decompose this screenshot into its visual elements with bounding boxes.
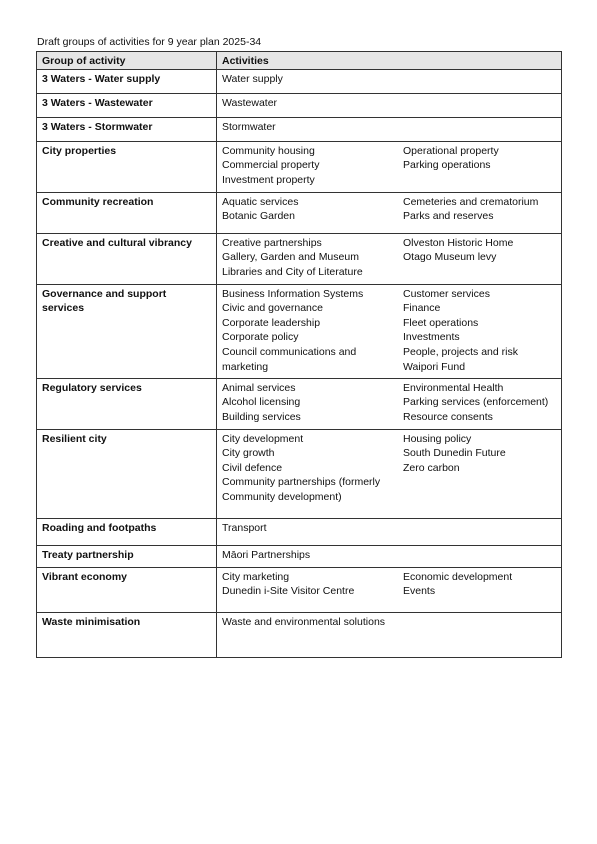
table-row — [37, 518, 562, 545]
table-row — [37, 233, 562, 284]
activities-cell — [217, 141, 562, 192]
group-name-cell: Resilient city — [37, 429, 217, 518]
activity-item: Commercial property — [222, 159, 320, 172]
activities-column-left — [222, 72, 403, 87]
activities-column-left — [222, 521, 403, 536]
table-row — [37, 612, 562, 657]
activity-item: Cemeteries and crematorium — [403, 195, 539, 208]
table-body — [37, 69, 562, 657]
activity-item: People, projects and risk — [403, 345, 518, 358]
document-caption: Draft groups of activities for 9 year plan 2025-34 — [37, 36, 262, 48]
activities-column-left — [222, 548, 403, 563]
group-name-cell: Treaty partnership — [37, 545, 217, 567]
activity-item: Investments — [403, 331, 460, 344]
group-name-cell: 3 Waters - Water supply — [37, 69, 217, 93]
activity-item: Zero carbon — [403, 461, 460, 474]
activity-item: Māori Partnerships — [222, 548, 311, 561]
activities-cell — [217, 545, 562, 567]
activity-item: City marketing — [222, 570, 290, 583]
group-name-cell: City properties — [37, 141, 217, 192]
activity-item: Economic development — [403, 570, 513, 583]
activity-item: Wastewater — [222, 96, 278, 109]
activity-item: Creative partnerships — [222, 236, 322, 249]
activities-cell — [217, 378, 562, 429]
activities-column-left — [222, 195, 403, 224]
activity-item: Waste and environmental solutions — [222, 615, 386, 628]
activity-item: South Dunedin Future — [403, 447, 506, 460]
activity-item: Stormwater — [222, 120, 276, 133]
activity-item: Environmental Health — [403, 381, 504, 394]
group-name-cell: Vibrant economy — [37, 567, 217, 612]
activity-item: Transport — [222, 521, 267, 534]
activity-item: Operational property — [403, 144, 499, 157]
table-row — [37, 429, 562, 518]
activity-item: Building services — [222, 410, 301, 423]
activities-cell — [217, 518, 562, 545]
group-name-cell: Roading and footpaths — [37, 518, 217, 545]
activity-item: Parking services (enforcement) — [403, 396, 549, 409]
activities-cell — [217, 567, 562, 612]
activity-item: Civic and governance — [222, 302, 323, 315]
activity-item: Alcohol licensing — [222, 396, 301, 409]
activity-item: Gallery, Garden and Museum — [222, 251, 359, 264]
activity-item: Investment property — [222, 173, 315, 186]
activities-column-right — [403, 432, 556, 505]
group-name-cell: 3 Waters - Stormwater — [37, 117, 217, 141]
group-name-cell: Community recreation — [37, 192, 217, 233]
activity-item: Events — [403, 585, 436, 598]
activities-column-left — [222, 381, 403, 425]
activity-item: Council communications and marketing — [222, 345, 357, 373]
activity-item: Waipori Fund — [403, 360, 466, 373]
activity-item: Olveston Historic Home — [403, 236, 514, 249]
activity-item: Otago Museum levy — [403, 251, 497, 264]
activities-column-right — [403, 287, 556, 375]
table-row — [37, 545, 562, 567]
table-row — [37, 141, 562, 192]
activities-column-left — [222, 570, 403, 599]
activity-item: City development — [222, 432, 304, 445]
activities-column-left — [222, 432, 403, 505]
activities-cell — [217, 117, 562, 141]
activities-cell — [217, 93, 562, 117]
header-group-of-activity: Group of activity — [37, 52, 217, 70]
activity-item: Corporate leadership — [222, 316, 321, 329]
activity-item: City growth — [222, 447, 275, 460]
activities-cell — [217, 284, 562, 378]
table-row — [37, 378, 562, 429]
activity-item: Community partnerships (formerly Community development) — [222, 476, 381, 503]
activity-item: Finance — [403, 302, 441, 315]
activity-item: Parks and reserves — [403, 210, 494, 223]
table-row — [37, 284, 562, 378]
activities-column-left — [222, 144, 403, 188]
activities-column-right — [403, 236, 556, 280]
activities-column-right — [403, 570, 556, 599]
table-row — [37, 192, 562, 233]
activity-item: Botanic Garden — [222, 210, 295, 223]
group-name-cell: Governance and support services — [37, 284, 217, 378]
group-name-cell: Creative and cultural vibrancy — [37, 233, 217, 284]
activities-cell — [217, 69, 562, 93]
header-activities: Activities — [217, 52, 562, 70]
group-name-cell: Waste minimisation — [37, 612, 217, 657]
activities-column-right — [403, 195, 556, 224]
activity-item: Corporate policy — [222, 331, 299, 344]
activities-cell — [217, 233, 562, 284]
activities-column-left — [222, 615, 403, 630]
activities-cell — [217, 612, 562, 657]
activity-item: Parking operations — [403, 159, 491, 172]
table-row — [37, 567, 562, 612]
activity-item: Housing policy — [403, 432, 472, 445]
table-row — [37, 93, 562, 117]
activity-item: Water supply — [222, 72, 283, 85]
activity-item: Aquatic services — [222, 195, 299, 208]
activities-cell — [217, 429, 562, 518]
group-name-cell: 3 Waters - Wastewater — [37, 93, 217, 117]
activity-item: Customer services — [403, 287, 490, 300]
activity-item: Community housing — [222, 144, 315, 157]
activity-item: Dunedin i-Site Visitor Centre — [222, 585, 355, 598]
activity-item: Animal services — [222, 381, 296, 394]
activity-groups-table — [36, 51, 562, 658]
activity-item: Resource consents — [403, 410, 493, 423]
activity-item: Fleet operations — [403, 316, 479, 329]
activity-item: Civil defence — [222, 461, 283, 474]
table-row — [37, 69, 562, 93]
activities-column-right — [403, 381, 556, 425]
activities-column-right — [403, 144, 556, 188]
activities-column-left — [222, 96, 403, 111]
table-header-row — [37, 52, 562, 70]
activities-cell — [217, 192, 562, 233]
activities-column-left — [222, 120, 403, 135]
activities-column-left — [222, 236, 403, 280]
activities-column-left — [222, 287, 403, 375]
group-name-cell: Regulatory services — [37, 378, 217, 429]
table-row — [37, 117, 562, 141]
activity-item: Libraries and City of Literature — [222, 265, 363, 278]
activity-item: Business Information Systems — [222, 287, 364, 300]
